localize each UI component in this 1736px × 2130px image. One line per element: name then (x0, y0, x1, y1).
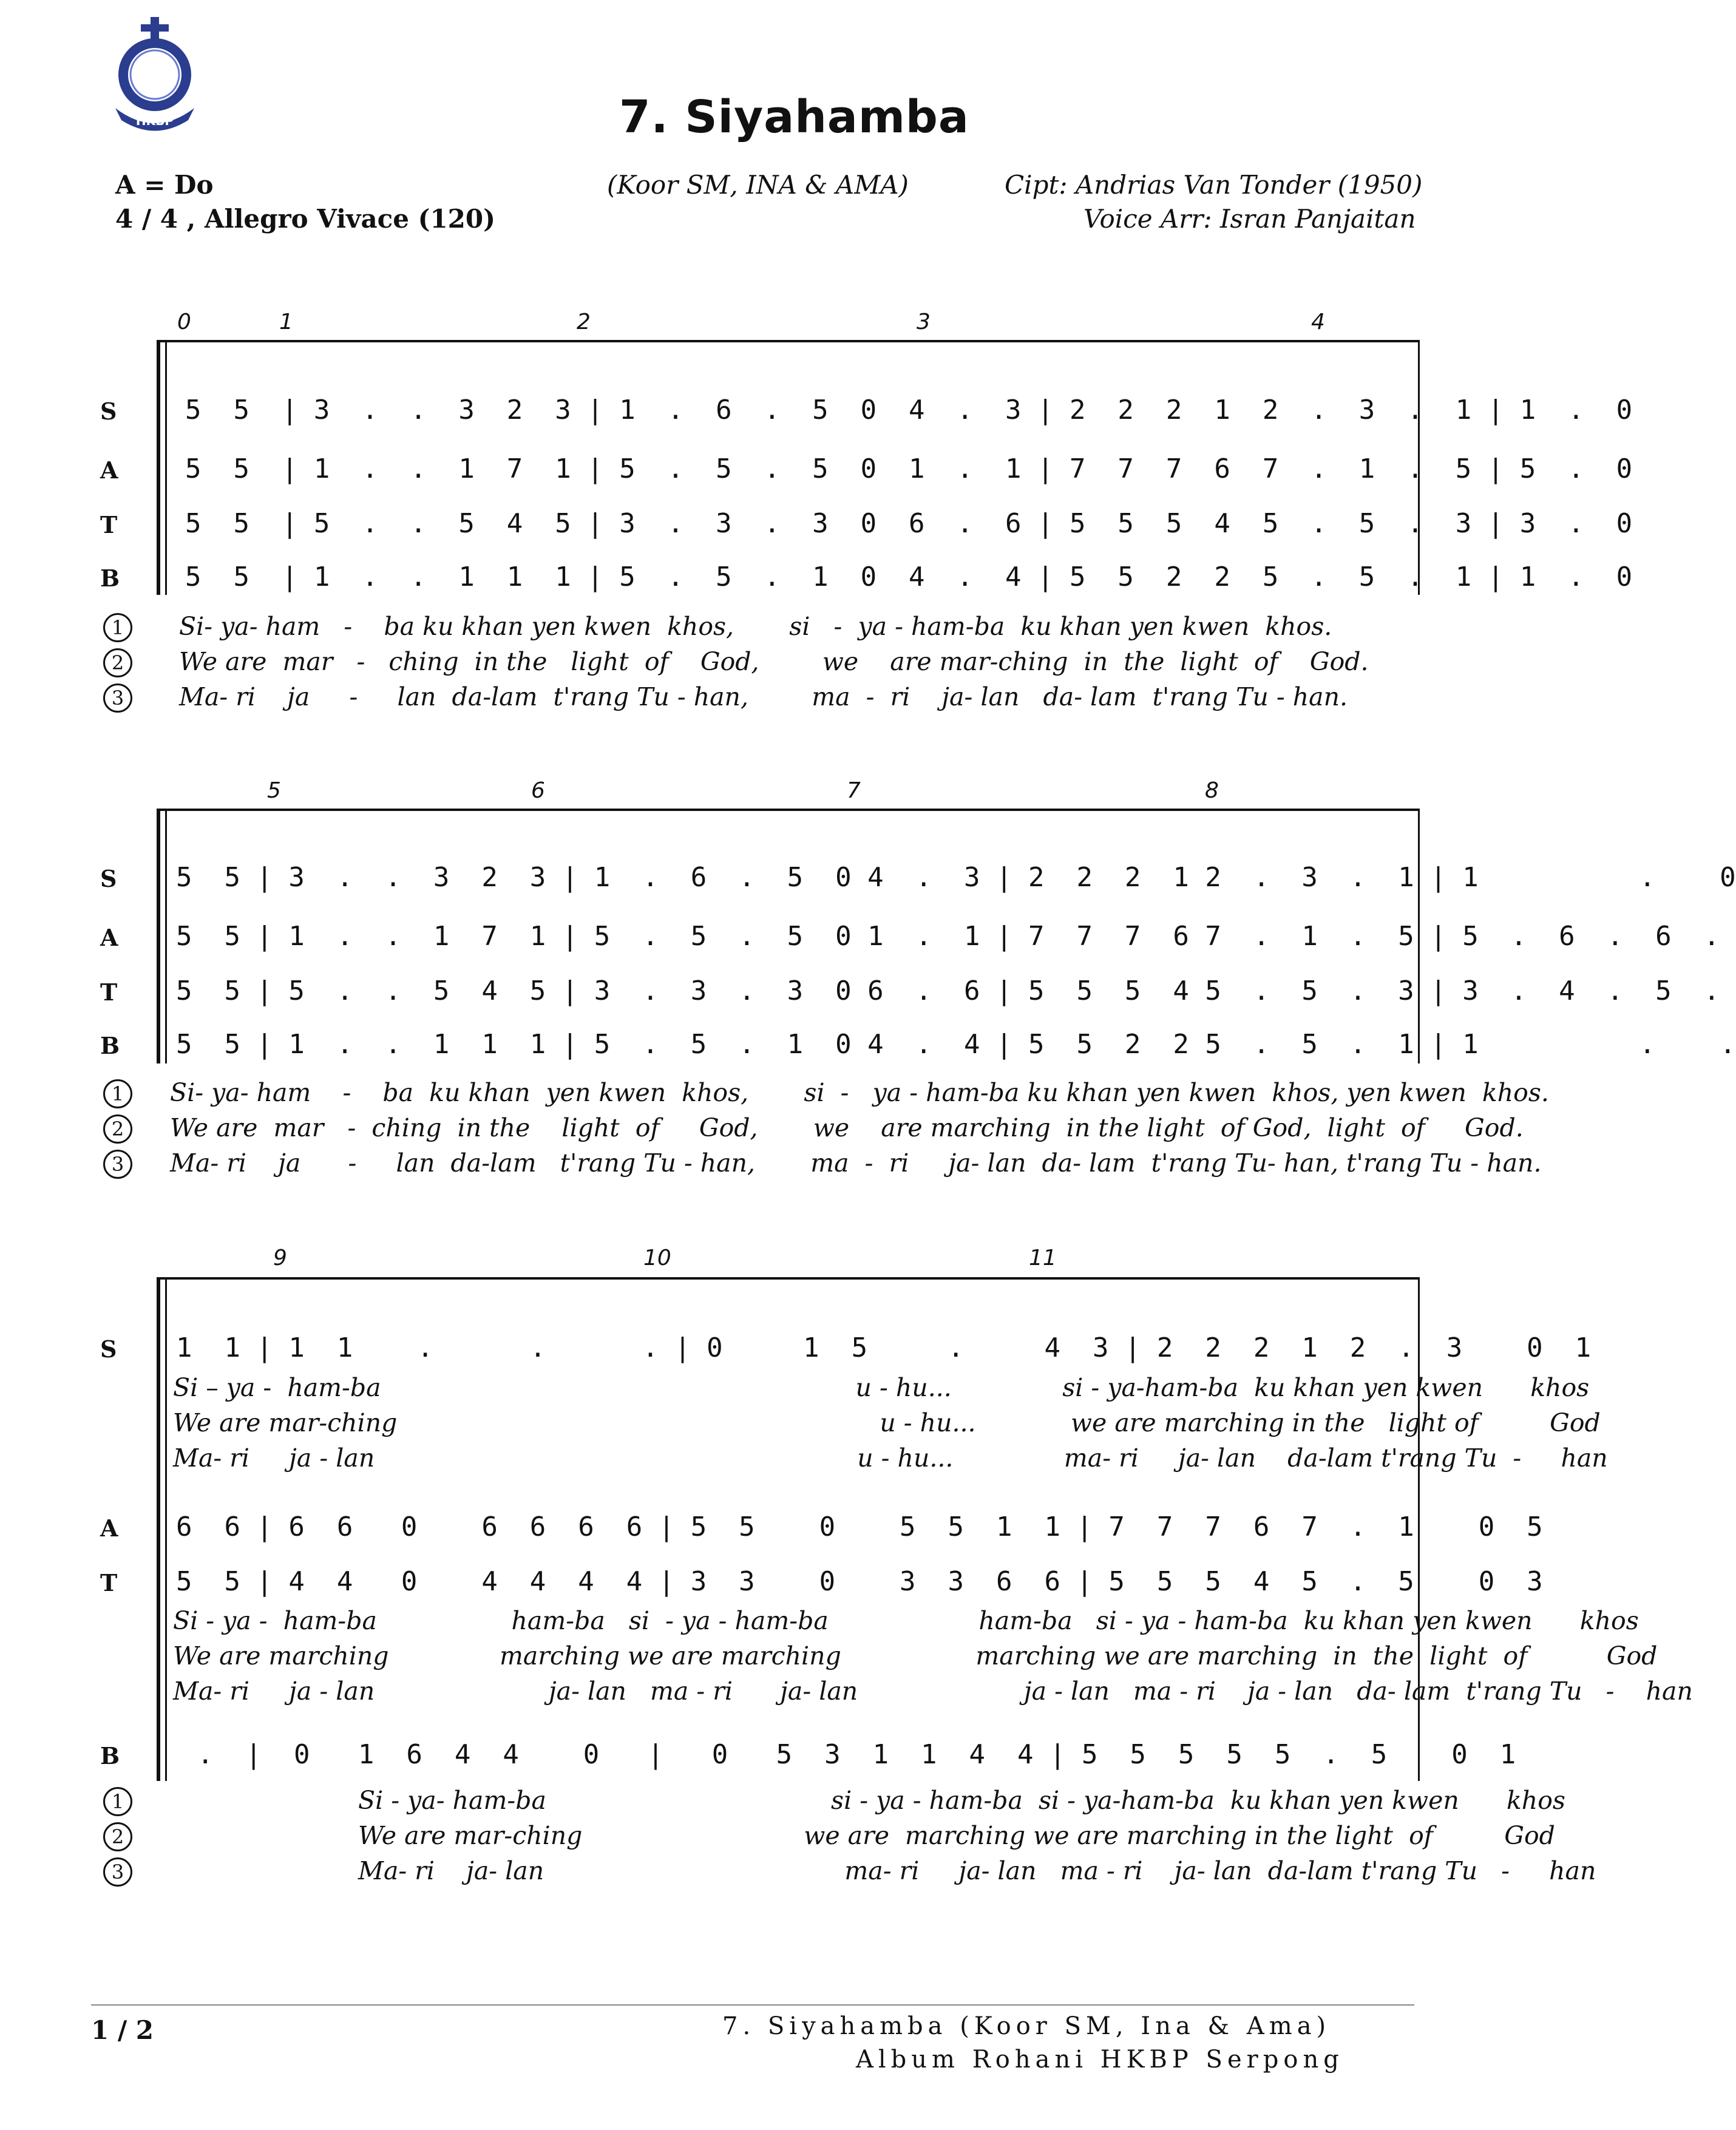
soprano-lyric-line: We are mar-ching u - hu... we are marching in the light of God (173, 1408, 1601, 1437)
footer-title: 7. Siyahamba (Koor SM, Ina & Ama) (722, 2012, 1331, 2040)
alto-notes: 5 5 | 1 . . 1 7 1 | 5 . 5 . 5 0 1 . 1 | 7 7 7 6 7 . 1 . 5 | 5 . 0 (185, 453, 1633, 484)
song-title: 7. Siyahamba (619, 91, 969, 143)
composer: Cipt: Andrias Van Tonder (1950) (1005, 170, 1423, 200)
voice-label-t: T (100, 979, 118, 1006)
verse-number: 1 (103, 1787, 132, 1816)
voice-label-t: T (100, 511, 118, 538)
measure-number: 5 (267, 778, 281, 803)
lyric-line: Si- ya- ham - ba ku khan yen kwen khos, si - ya - ham-ba ku khan yen kwen khos, yen kwen khos. (170, 1078, 1549, 1107)
verse-number: 3 (103, 1150, 132, 1179)
voice-label-s: S (100, 398, 117, 425)
measure-number: 0 (177, 310, 191, 334)
measure-number: 6 (531, 778, 545, 803)
tenor-notes: 5 5 | 5 . . 5 4 5 | 3 . 3 . 3 0 6 . 6 | 5 5 5 4 5 . 5 . 3 | 3 . 4 . 5 . (176, 975, 1720, 1006)
verse-number: 2 (103, 648, 132, 677)
measure-number: 3 (917, 310, 931, 334)
voice-label-t: T (100, 1569, 118, 1596)
tempo-marking: 4 / 4 , Allegro Vivace (120) (115, 204, 496, 234)
lyric-line: Si- ya- ham - ba ku khan yen kwen khos, si - ya - ham-ba ku khan yen kwen khos. (179, 612, 1332, 641)
verse-number: 3 (103, 683, 132, 713)
soprano-notes: 5 5 | 3 . . 3 2 3 | 1 . 6 . 5 0 4 . 3 | 2 2 2 1 2 . 3 . 1 | 1 . 0 (176, 862, 1736, 893)
soprano-lyric-line: Ma- ri ja - lan u - hu... ma- ri ja- lan da-lam t'rang Tu - han (173, 1443, 1608, 1473)
page-number: 1 / 2 (91, 2015, 154, 2045)
verse-number: 2 (103, 1114, 132, 1144)
lyric-line: Ma- ri ja - lan da-lam t'rang Tu - han, ma - ri ja- lan da- lam t'rang Tu- han, t'rang Tu - han. (170, 1148, 1542, 1178)
bass-notes: 5 5 | 1 . . 1 1 1 | 5 . 5 . 1 0 4 . 4 | 5 5 2 2 5 . 5 . 1 | 1 . . (176, 1029, 1736, 1060)
svg-text:HKBP: HKBP (135, 114, 174, 128)
voice-label-a: A (100, 924, 118, 951)
measure-number: 4 (1311, 310, 1325, 334)
lyric-line: Ma- ri ja - lan da-lam t'rang Tu - han, ma - ri ja- lan da- lam t'rang Tu - han. (179, 682, 1348, 711)
bass-lyric-line: We are mar-ching we are marching we are marching in the light of God (358, 1821, 1555, 1850)
tenor-notes: 5 5 | 5 . . 5 4 5 | 3 . 3 . 3 0 6 . 6 | 5 5 5 4 5 . 5 . 3 | 3 . 0 (185, 508, 1633, 539)
verse-number: 1 (103, 1079, 132, 1108)
tenor-notes: 5 5 | 4 4 0 4 4 4 4 | 3 3 0 3 3 6 6 | 5 5 5 4 5 . 5 0 3 (176, 1566, 1543, 1597)
lyric-line: We are mar - ching in the light of God, we are mar-ching in the light of God. (179, 647, 1369, 676)
key-signature: A = Do (115, 170, 214, 200)
measure-number: 11 (1029, 1246, 1057, 1270)
measure-number: 7 (847, 778, 861, 803)
verse-number: 2 (103, 1822, 132, 1851)
alto-notes: 5 5 | 1 . . 1 7 1 | 5 . 5 . 5 0 1 . 1 | 7 7 7 6 7 . 1 . 5 | 5 . 6 . 6 . (176, 921, 1720, 952)
hkbp-logo (109, 17, 200, 138)
verse-number: 3 (103, 1857, 132, 1887)
soprano-notes: 1 1 | 1 1 . . . | 0 1 5 . 4 3 | 2 2 2 1 2 . 3 0 1 (176, 1332, 1592, 1363)
arranger: Voice Arr: Isran Panjaitan (1083, 204, 1416, 234)
lyric-line: We are mar - ching in the light of God, we are marching in the light of God, light of God. (170, 1113, 1524, 1142)
voice-label-b: B (100, 1032, 120, 1059)
voice-label-b: B (100, 565, 120, 592)
footer-album: Album Rohani HKBP Serpong (856, 2046, 1344, 2074)
subtitle: (Koor SM, INA & AMA) (607, 170, 909, 200)
alto-notes: 6 6 | 6 6 0 6 6 6 6 | 5 5 0 5 5 1 1 | 7 7 7 6 7 . 1 0 5 (176, 1511, 1543, 1542)
bass-lyric-line: Ma- ri ja- lan ma- ri ja- lan ma - ri ja- lan da-lam t'rang Tu - han (358, 1856, 1596, 1885)
measure-number: 8 (1205, 778, 1219, 803)
measure-number: 9 (273, 1246, 287, 1270)
voice-label-s: S (100, 1335, 117, 1363)
alto-tenor-lyric-line: Si - ya - ham-ba ham-ba si - ya - ham-ba ham-ba si - ya - ham-ba ku khan yen kwen khos (173, 1606, 1639, 1635)
voice-label-s: S (100, 865, 117, 892)
measure-number: 10 (643, 1246, 671, 1270)
bass-notes: . | 0 1 6 4 4 0 | 0 5 3 1 1 4 4 | 5 5 5 5 5 . 5 0 1 (197, 1739, 1516, 1770)
soprano-notes: 5 5 | 3 . . 3 2 3 | 1 . 6 . 5 0 4 . 3 | 2 2 2 1 2 . 3 . 1 | 1 . 0 (185, 395, 1633, 426)
measure-number: 2 (577, 310, 591, 334)
footer-rule (91, 2004, 1414, 2006)
voice-label-a: A (100, 456, 118, 484)
soprano-lyric-line: Si – ya - ham-ba u - hu... si - ya-ham-ba ku khan yen kwen khos (173, 1373, 1590, 1402)
bass-lyric-line: Si - ya- ham-ba si - ya - ham-ba si - ya-ham-ba ku khan yen kwen khos (358, 1786, 1565, 1815)
alto-tenor-lyric-line: We are marching marching we are marching marching we are marching in the light of God (173, 1641, 1658, 1670)
verse-number: 1 (103, 613, 132, 642)
alto-tenor-lyric-line: Ma- ri ja - lan ja- lan ma - ri ja- lan ja - lan ma - ri ja - lan da- lam t'rang Tu - han (173, 1677, 1693, 1706)
voice-label-a: A (100, 1514, 118, 1542)
voice-label-b: B (100, 1742, 120, 1769)
measure-number: 1 (279, 310, 293, 334)
bass-notes: 5 5 | 1 . . 1 1 1 | 5 . 5 . 1 0 4 . 4 | 5 5 2 2 5 . 5 . 1 | 1 . 0 (185, 561, 1633, 592)
